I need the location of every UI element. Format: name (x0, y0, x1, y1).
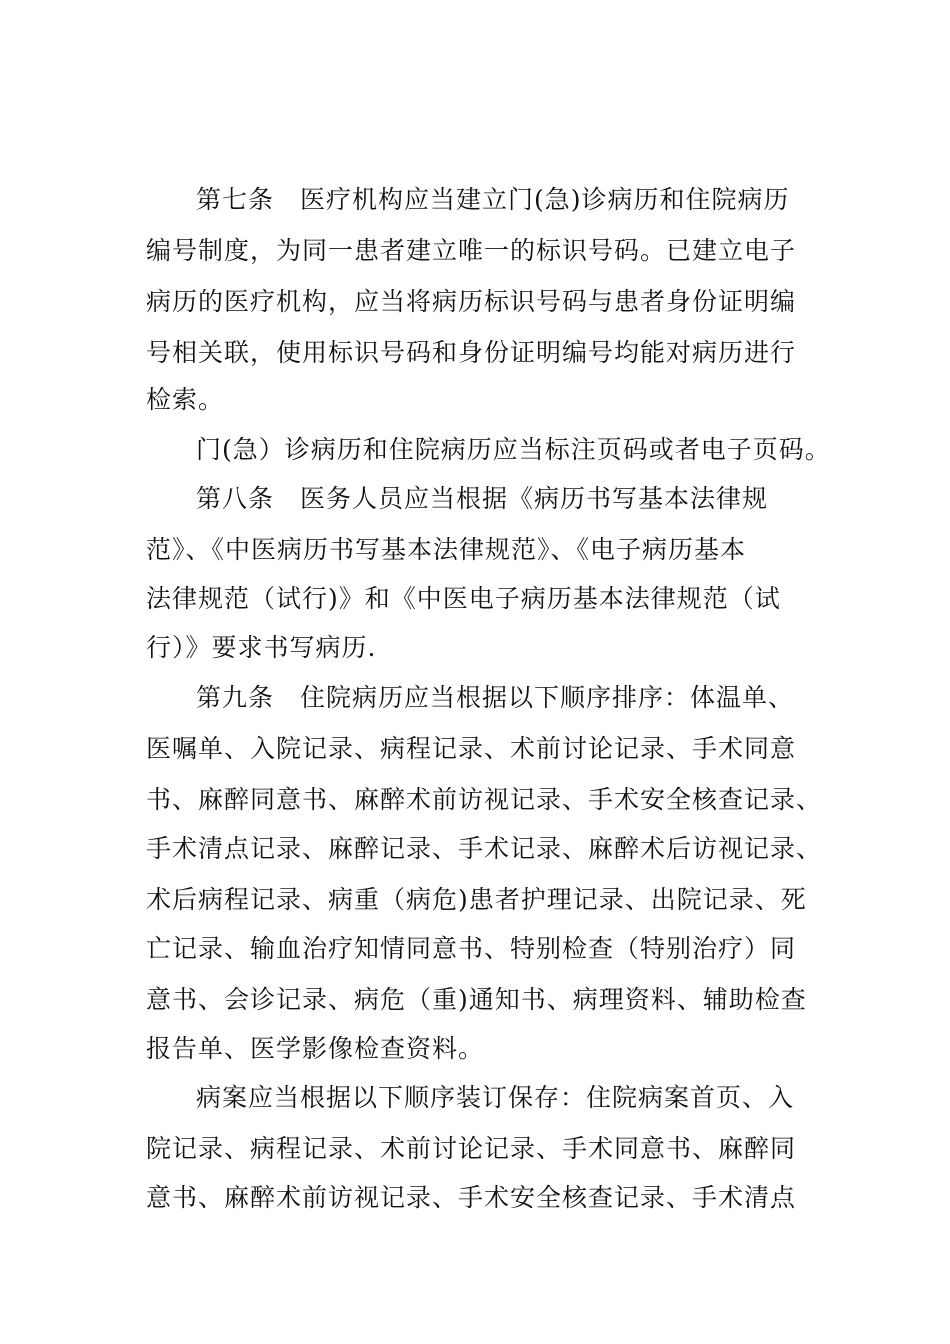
article-9-line-2: 医嘱单、入院记录、病程记录、术前讨论记录、手术同意 (146, 734, 797, 763)
article-7-line-3: 病历的医疗机构，应当将病历标识号码与患者身份证明编 (146, 287, 797, 316)
page-number-paragraph: 门(急）诊病历和住院病历应当标注页码或者电子页码。 (196, 435, 831, 464)
article-9-line-3: 书、麻醉同意书、麻醉术前访视记录、手术安全核查记录、 (146, 785, 823, 814)
article-9-line-5: 术后病程记录、病重（病危)患者护理记录、出院记录、死 (146, 885, 807, 914)
article-9-line-1: 第九条 住院病历应当根据以下顺序排序：体温单、 (196, 683, 795, 712)
article-9-line-7: 意书、会诊记录、病危（重)通知书、病理资料、辅助检查 (146, 985, 807, 1014)
article-9-line-4: 手术清点记录、麻醉记录、手术记录、麻醉术后访视记录、 (146, 834, 823, 863)
article-7-line-4: 号相关联，使用标识号码和身份证明编号均能对病历进行 (146, 338, 797, 367)
article-8-line-4: 行）》要求书写病历. (146, 633, 377, 662)
article-8-line-2: 范》、《中医病历书写基本法律规范》、《电子病历基本 (146, 535, 747, 564)
article-9-line-6: 亡记录、输血治疗知情同意书、特别检查（特别治疗）同 (146, 934, 797, 963)
binding-order-line-2: 院记录、病程记录、术前讨论记录、手术同意书、麻醉同 (146, 1134, 797, 1163)
article-7-line-2: 编号制度，为同一患者建立唯一的标识号码。已建立电子 (146, 236, 797, 265)
article-8-line-3: 法律规范（试行)》和《中医电子病历基本法律规范（试 (146, 584, 781, 613)
article-8-line-1: 第八条 医务人员应当根据《病历书写基本法律规 (196, 484, 769, 513)
article-9-line-8: 报告单、医学影像检查资料。 (146, 1034, 485, 1063)
article-7-line-5: 检索。 (146, 385, 225, 414)
article-7-line-1: 第七条 医疗机构应当建立门(急)诊病历和住院病历 (196, 185, 790, 214)
binding-order-line-1: 病案应当根据以下顺序装订保存：住院病案首页、入 (196, 1083, 795, 1112)
binding-order-line-3: 意书、麻醉术前访视记录、手术安全核查记录、手术清点 (146, 1183, 797, 1212)
